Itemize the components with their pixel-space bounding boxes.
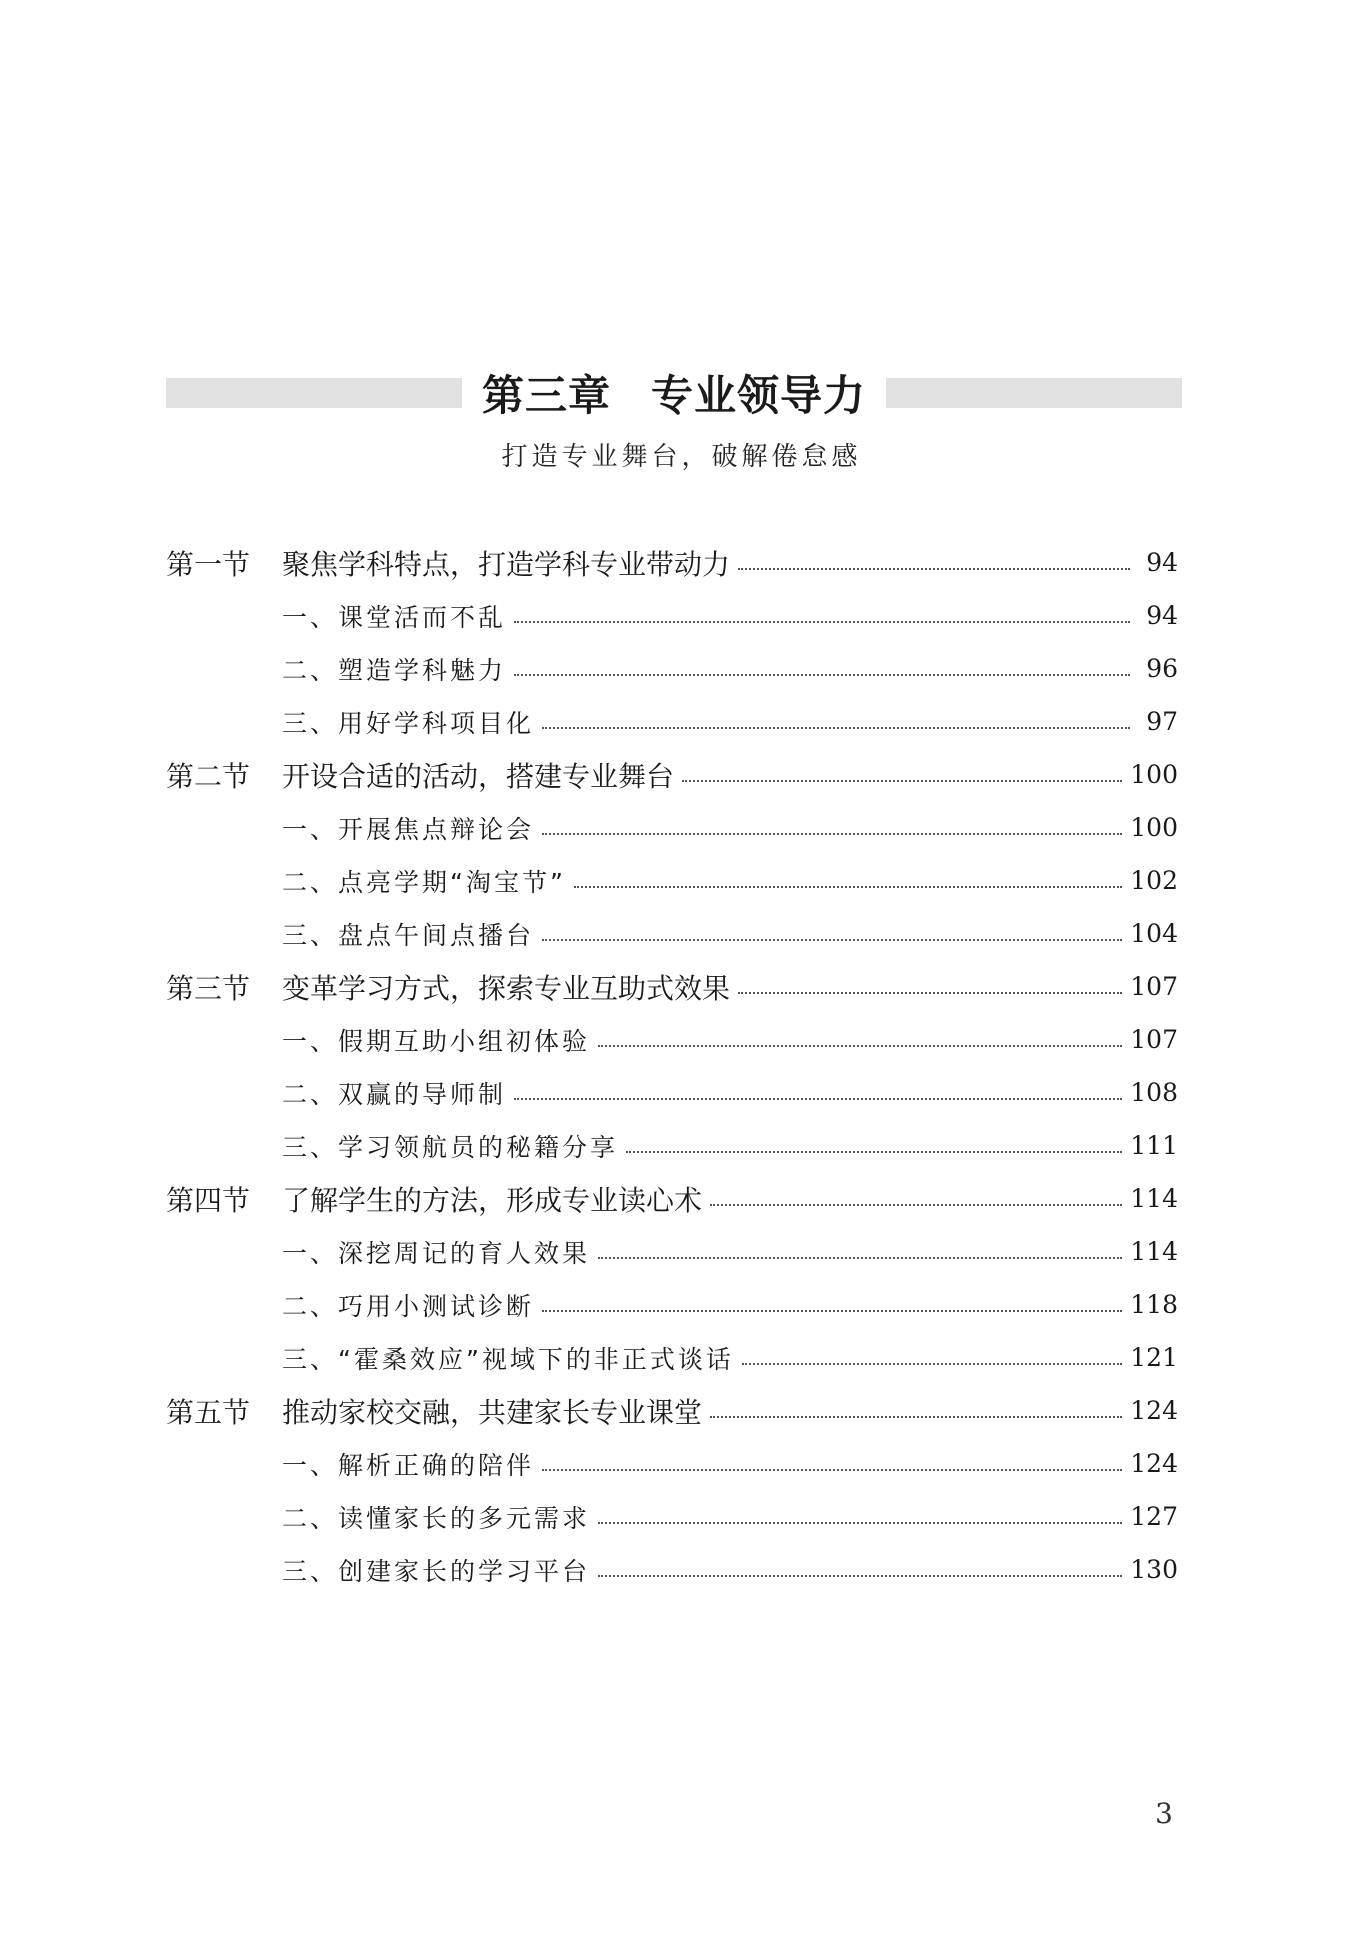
toc-subsection[interactable] [166, 1490, 1178, 1543]
subsection-title: 二、双赢的导师制 [282, 1079, 507, 1109]
toc-subsection[interactable] [166, 1119, 1178, 1172]
dot-leader [682, 780, 1122, 782]
toc-subsection[interactable] [166, 695, 1178, 748]
section-title: 了解学生的方法，形成专业读心术 [282, 1183, 703, 1217]
toc-subsection[interactable] [166, 907, 1178, 960]
toc-section[interactable] [166, 536, 1178, 589]
toc-subsection[interactable] [166, 1225, 1178, 1278]
dot-leader [514, 621, 1130, 623]
section-page: 114 [1130, 1184, 1178, 1213]
subsection-title: 三、“霍桑效应”视域下的非正式谈话 [282, 1344, 734, 1374]
subsection-title: 一、开展焦点辩论会 [282, 814, 535, 844]
section-title: 变革学习方式，探索专业互助式效果 [282, 971, 731, 1005]
dot-leader [542, 1310, 1122, 1312]
dot-leader [742, 1363, 1122, 1365]
chapter-title [462, 363, 886, 423]
subsection-title: 二、点亮学期“淘宝节” [282, 867, 566, 897]
dot-leader [598, 1522, 1122, 1524]
dot-leader [542, 833, 1122, 835]
subsection-title: 一、假期互助小组初体验 [282, 1026, 591, 1056]
toc-subsection[interactable] [166, 1066, 1178, 1119]
subsection-title: 二、读懂家长的多元需求 [282, 1503, 591, 1533]
subsection-page: 107 [1130, 1025, 1178, 1054]
dot-leader [542, 727, 1130, 729]
page-number: 3 [1155, 1797, 1173, 1830]
subsection-title: 三、用好学科项目化 [282, 708, 535, 738]
dot-leader [738, 992, 1122, 994]
toc-subsection[interactable] [166, 801, 1178, 854]
subsection-title: 三、学习领航员的秘籍分享 [282, 1132, 619, 1162]
subsection-page: 118 [1130, 1290, 1178, 1319]
subsection-page: 124 [1130, 1449, 1178, 1478]
section-label: 第一节 [166, 547, 251, 581]
toc-subsection[interactable] [166, 642, 1178, 695]
toc-subsection[interactable] [166, 1543, 1178, 1596]
subsection-title: 一、解析正确的陪伴 [282, 1450, 535, 1480]
dot-leader [598, 1257, 1122, 1259]
dot-leader [710, 1204, 1122, 1206]
toc-section[interactable] [166, 1172, 1178, 1225]
subsection-title: 三、创建家长的学习平台 [282, 1556, 591, 1586]
subsection-page: 111 [1130, 1131, 1178, 1160]
header-bar-right [886, 378, 1182, 408]
subsection-page: 102 [1130, 866, 1178, 895]
section-label: 第三节 [166, 971, 251, 1005]
toc-subsection[interactable] [166, 854, 1178, 907]
subsection-title: 一、深挖周记的育人效果 [282, 1238, 591, 1268]
subsection-page: 104 [1130, 919, 1178, 948]
chapter-name: 专业领导力 [651, 371, 867, 420]
dot-leader [514, 1098, 1122, 1100]
toc-section[interactable] [166, 960, 1178, 1013]
subsection-page: 100 [1130, 813, 1178, 842]
dot-leader [598, 1575, 1122, 1577]
subsection-title: 二、塑造学科魅力 [282, 655, 507, 685]
subsection-page: 94 [1146, 601, 1178, 630]
dot-leader [626, 1151, 1122, 1153]
section-label: 第五节 [166, 1395, 251, 1429]
section-page: 107 [1130, 972, 1178, 1001]
section-title: 推动家校交融，共建家长专业课堂 [282, 1395, 703, 1429]
subsection-page: 96 [1146, 654, 1178, 683]
dot-leader [542, 939, 1122, 941]
header-bar-left [166, 378, 462, 408]
table-of-contents [166, 536, 1178, 1596]
subsection-page: 114 [1130, 1237, 1178, 1266]
section-title: 开设合适的活动，搭建专业舞台 [282, 759, 675, 793]
subsection-page: 97 [1146, 707, 1178, 736]
chapter-label: 第三章 [481, 371, 611, 420]
subsection-page: 130 [1130, 1555, 1178, 1584]
section-label: 第二节 [166, 759, 251, 793]
dot-leader [542, 1469, 1122, 1471]
dot-leader [710, 1416, 1122, 1418]
subsection-title: 三、盘点午间点播台 [282, 920, 535, 950]
toc-section[interactable] [166, 748, 1178, 801]
subsection-page: 127 [1130, 1502, 1178, 1531]
subsection-page: 121 [1130, 1343, 1178, 1372]
dot-leader [574, 886, 1122, 888]
toc-subsection[interactable] [166, 1331, 1178, 1384]
section-label: 第四节 [166, 1183, 251, 1217]
section-page: 100 [1130, 760, 1178, 789]
subsection-page: 108 [1130, 1078, 1178, 1107]
dot-leader [738, 568, 1130, 570]
chapter-subtitle: 打造专业舞台，破解倦怠感 [501, 442, 862, 472]
chapter-header [166, 362, 1182, 424]
toc-subsection[interactable] [166, 1437, 1178, 1490]
dot-leader [598, 1045, 1122, 1047]
section-page: 94 [1146, 548, 1178, 577]
toc-section[interactable] [166, 1384, 1178, 1437]
dot-leader [514, 674, 1130, 676]
section-title: 聚焦学科特点，打造学科专业带动力 [282, 547, 731, 581]
toc-subsection[interactable] [166, 589, 1178, 642]
subsection-title: 一、课堂活而不乱 [282, 602, 507, 632]
section-page: 124 [1130, 1396, 1178, 1425]
toc-subsection[interactable] [166, 1013, 1178, 1066]
subsection-title: 二、巧用小测试诊断 [282, 1291, 535, 1321]
toc-subsection[interactable] [166, 1278, 1178, 1331]
